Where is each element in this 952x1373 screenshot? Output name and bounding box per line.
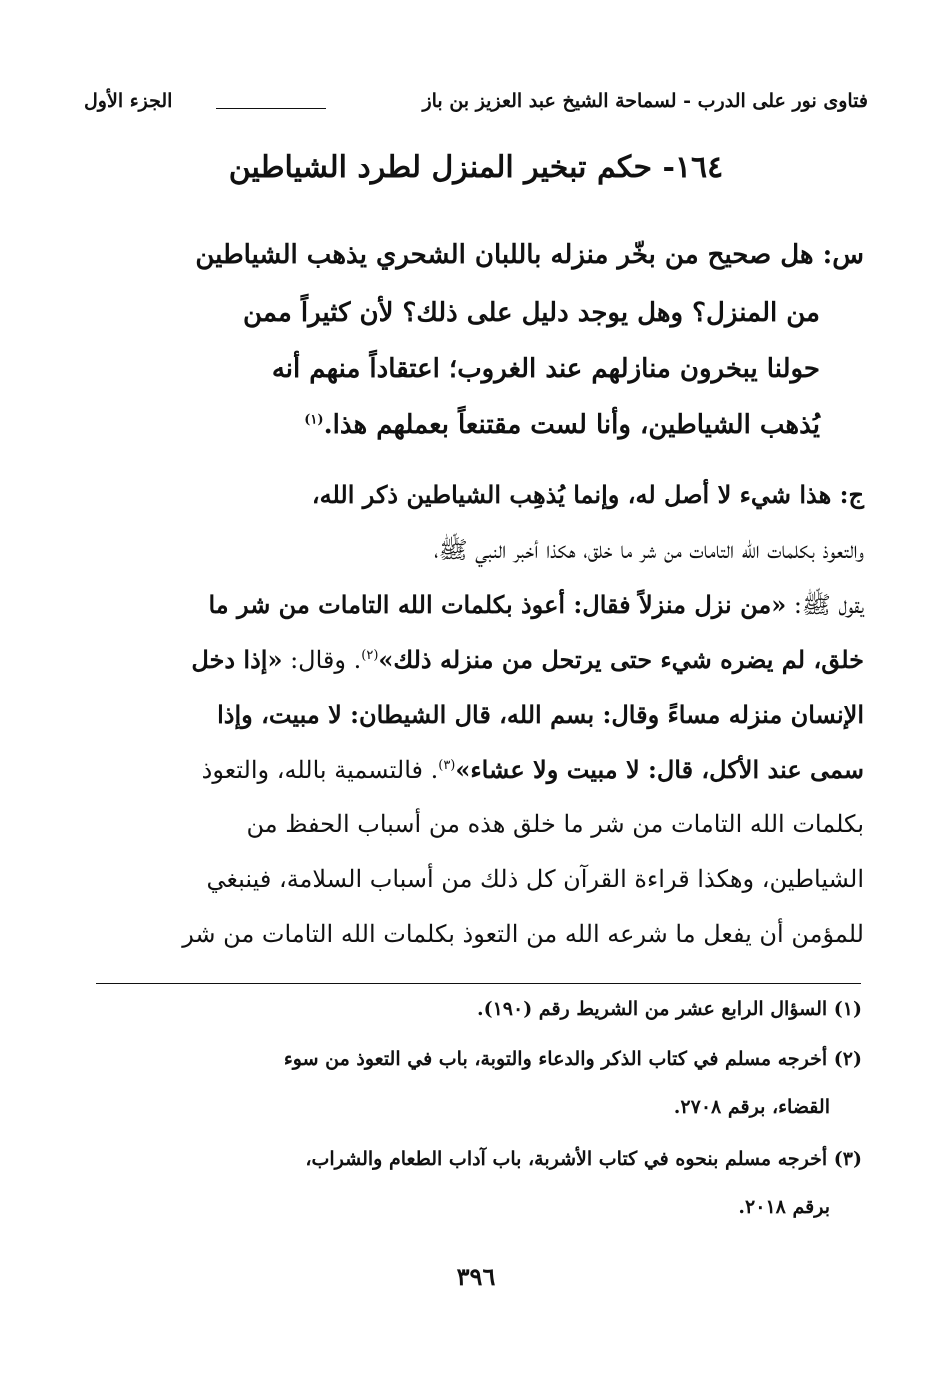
answer-line: الشياطين، وهكذا قراءة القرآن كل ذلك من أسباب السلامة، فينبغي [206,865,864,893]
footnote-ref: (٣) [438,758,456,773]
footnote-3-cont: برقم ٢٠١٨. [738,1196,830,1218]
header-rule [216,108,326,109]
header-book-title: فتاوى نور على الدرب - لسماحة الشيخ عبد العزيز بن باز [422,90,868,112]
footnote-2: (٢) أخرجه مسلم في كتاب الذكر والدعاء والتوبة، باب في التعوذ من سوء [283,1048,862,1070]
question-line: حولنا يبخرون منازلهم عند الغروب؛ اعتقاداً منهم أنه [271,354,820,384]
answer-text: . وقال: [282,646,362,674]
answer-line: الإنسان منزله مساءً وقال: بسم الله، قال الشيطان: لا مبيت، وإذا [217,700,864,729]
answer-line [208,590,864,625]
footnote-separator [96,983,861,984]
footnote-2-cont: القضاء، برقم ٢٧٠٨. [673,1096,830,1118]
hadith-quote: «من نزل منزلاً فقال: أعوذ بكلمات الله التامات من شر ما [208,590,787,619]
hadith-quote: «إذا دخل [191,645,283,674]
footnote-ref: (٢) [361,648,379,663]
running-header [84,90,868,120]
footnote-ref: (١) [304,412,324,428]
question-line: س: هل صحيح من بخّر منزله باللبان الشحري يذهب الشياطين [195,240,864,270]
answer-line: ج: هذا شيء لا أصل له، وإنما يُذهِب الشياطين ذكر الله، [311,480,864,509]
header-part: الجزء الأول [84,90,173,112]
answer-text: . فالتسمية بالله، والتعوذ [201,756,439,784]
footnote-3: (٣) أخرجه مسلم بنحوه في كتاب الأشربة، باب آداب الطعام والشراب، [305,1148,862,1170]
hadith-quote: سمى عند الأكل، قال: لا مبيت ولا عشاء» [455,755,864,784]
answer-line: والتعوذ بكلمات الله التامات من شر ما خلق، هكذا أخبر النبي ﷺ، [433,536,864,564]
question-line: من المنزل؟ وهل يوجد دليل على ذلك؟ لأن كثيراً ممن [243,298,820,328]
fatwa-title: ١٦٤- حكم تبخير المنزل لطرد الشياطين [228,150,724,185]
hadith-quote: خلق، لم يضره شيء حتى يرتحل من منزله ذلك» [378,645,864,674]
answer-line: بكلمات الله التامات من شر ما خلق هذه من أسباب الحفظ من [246,810,864,838]
footnote-1: (١) السؤال الرابع عشر من الشريط رقم (١٩٠). [476,998,862,1020]
answer-line [191,645,864,674]
answer-line [202,755,864,784]
answer-text: يقول ﷺ: [786,591,864,619]
question-text: يُذهب الشياطين، وأنا لست مقتنعاً بعملهم هذا. [323,410,820,440]
answer-line: للمؤمن أن يفعل ما شرعه الله من التعوذ بكلمات الله التامات من شر [182,920,864,948]
page-number: ٣٩٦ [456,1262,496,1291]
question-line [304,410,820,440]
